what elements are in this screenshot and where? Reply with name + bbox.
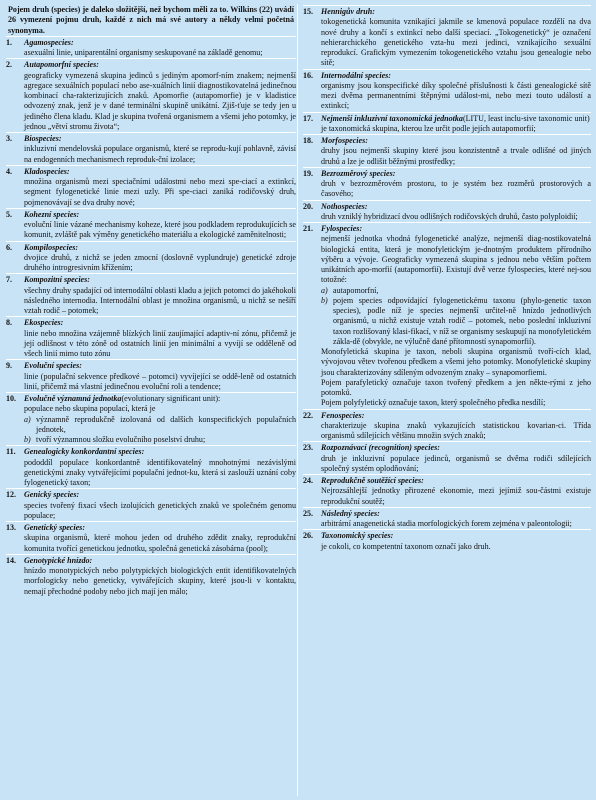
entry-term-suffix: (evolutionary significant unit):: [121, 394, 221, 403]
entry-term-suffix: :: [89, 555, 93, 565]
entry-number: 26.: [303, 531, 314, 541]
entry-term-suffix: :: [60, 318, 64, 328]
subitem-label: b): [24, 435, 31, 444]
entry-number: 13.: [6, 523, 17, 532]
entry-header: [6, 394, 296, 404]
entry-definition: asexuální linie, uniparentální organismy seskupované na základě genomu;: [24, 48, 263, 57]
entry-subitem: [303, 286, 591, 296]
entry-term: Autapomorfní species: [24, 60, 97, 70]
entry-term: Nothospecies: [321, 201, 365, 211]
entry-term-suffix: :: [76, 490, 80, 500]
entry-number: 21.: [303, 224, 314, 233]
glossary-entry: [303, 167, 591, 200]
entry-number: 22.: [303, 410, 314, 420]
entry-term: Reprodukčně soutěžící species: [321, 476, 422, 485]
entry-definition: druh vzniklý hybridizací dvou odlišných rodičovských druhů, často polyploidií;: [321, 211, 578, 221]
entry-header: [303, 224, 591, 234]
entry-term-suffix: :: [359, 224, 363, 233]
entry-term: Kladospecies: [24, 166, 67, 176]
entry-definition: je taxonomická skupina, kterou lze určit podle jejích autapomorfií;: [321, 123, 536, 133]
glossary-entry: [303, 5, 591, 69]
entry-subitem: [6, 435, 296, 445]
entry-number: 18.: [303, 136, 314, 145]
glossary-entry: [6, 208, 296, 241]
entry-term-suffix: (LITU, least inclu-sive taxonomic unit): [462, 113, 590, 123]
entry-term-suffix: :: [141, 447, 145, 457]
entry-number: 2.: [6, 60, 13, 70]
entry-term-suffix: :: [365, 136, 368, 145]
entry-header: [303, 531, 591, 541]
entry-term: Morfospecies: [321, 136, 366, 145]
entry-definition: Nejrozsáhlejší jednotky přirozené ekonomie, mezi jejímiž sou-částmi existuje reprodukční soutěž;: [321, 486, 591, 506]
entry-term-suffix: :: [364, 201, 368, 211]
entry-number: 10.: [6, 394, 17, 403]
glossary-entry: [303, 474, 591, 507]
entry-term-suffix: :: [392, 168, 396, 178]
entry-definition: pododdíl populace konkordantně identifikovatelný mnohotnými nezávislými genetickými znaky vytvářejícími populační jednot-ku, která si zaslouží uznání coby fylogenetický taxon;: [24, 457, 296, 487]
entry-header: [6, 134, 296, 144]
glossary-entry: [303, 441, 591, 474]
entry-header: [303, 114, 591, 124]
entry-term-suffix: :: [372, 7, 375, 16]
subitem-text: tvoří významnou složku evolučního poselství druhu;: [36, 435, 206, 444]
glossary-entry: [6, 359, 296, 392]
entry-definition: množina organismů mezi speciačními událostmi nebo mezi spe-ciací a extinkcí, segment fylogenetické linie mezi uzly. Při spe-ciaci zaniká rodičovský druh, pojmenovávají se dva druhy nové;: [24, 177, 296, 207]
entry-term: Genetický species: [24, 523, 83, 532]
entry-definition: linie nebo množina vzájemně blízkých linií zaujímající adaptiv-ní zónu, přičemž je její odlišnost v této zóně od ostatních linií jen minimální a vyvíjí se odděleně od všech linií mimo tuto zónu: [24, 328, 296, 358]
subitem-text: autapomorfní,: [333, 285, 379, 295]
entry-header: [303, 7, 591, 17]
entry-term: Genotypické hnízdo: [24, 555, 90, 565]
entry-definition: inkluzivní mendelovská populace organismů, které se reprodu-kují pohlavně, závisí na endogenních mechanismech reproduk-ční izolace;: [24, 144, 296, 164]
glossary-entry: [303, 69, 591, 112]
entry-definition: všechny druhy spadající od internodální oblasti kladu a jejich potomci do jakéhokoli následného internodia. Internodální oblast je množina organismů, u nichž se nešíří vztah rodič – potomek;: [24, 285, 296, 315]
entry-header: [6, 318, 296, 328]
column-divider: [297, 4, 298, 796]
entry-term-suffix: :: [82, 523, 86, 532]
subitem-label: a): [24, 414, 31, 424]
entry-term: Kompilospecies: [24, 242, 76, 252]
entry-definition: hnízdo monotypických nebo polytypických biologických entit identifikovatelných morfologicky nebo geneticky, vytvářejících skupiny, které jsou-li v kontaktu, nemají přechodné podoby nebo jich mají jen málo;: [24, 566, 296, 596]
entry-number: 8.: [6, 318, 13, 328]
entry-header: [303, 411, 591, 421]
entry-term-suffix: :: [96, 60, 99, 70]
entry-definition: geograficky vymezená skupina jedinců s jediným apomorf-ním znakem; nejmenší agregace sexuálních populací nebo ase-xuálních linií diagnostikovatelná jedinečnou kombinací cha-rakterizujících znaků. Apomorfie (autapomorfie) je v kladistice odvozený znak, jenž je v dané terminální skupině unikátní. Zjiš-ťuje se tedy jen u jediného člena kladu. Klad je skupina tvořená organismem a všemi jeho potomky, je jednou „větví stromu života“;: [24, 70, 296, 131]
entry-term-suffix: :: [66, 166, 70, 176]
entry-term: Hennigův druh: [321, 7, 373, 16]
entry-definition: druh je inkluzivní populace jedinců, organismů se dvěma rodiči sdílejících společný systém oplodňování;: [321, 453, 591, 473]
entry-header: [6, 243, 296, 253]
entry-note: Pojem parafyletický označuje taxon tvořený předkem a jen někte-rými z jeho potomků.: [321, 377, 591, 397]
glossary-entry: [303, 529, 591, 552]
glossary-entry: [6, 392, 296, 445]
entry-term-suffix: :: [390, 531, 394, 541]
entry-note: Monofyletická skupina je taxon, neboli skupina organismů tvoří-cích klad, vývojovou větev tvořenou předkem a všemi jeho potomky. Monofyletické skupiny jsou charakterizovány sdíleným odvozeným znaky – synapomorfiemi.: [321, 347, 591, 377]
entry-header: [6, 60, 296, 70]
glossary-entry: [6, 316, 296, 359]
entry-header: [303, 169, 591, 179]
entry-number: 19.: [303, 168, 314, 178]
entry-number: 23.: [303, 443, 314, 453]
entry-term: Bezrozměrový species: [321, 168, 393, 178]
entry-term-suffix: :: [70, 37, 74, 47]
entry-header: [303, 509, 591, 519]
entry-header: [6, 490, 296, 500]
glossary-entry: [6, 445, 296, 488]
entry-number: 12.: [6, 490, 17, 500]
glossary-entry: [303, 134, 591, 167]
entry-number: 17.: [303, 113, 314, 123]
entry-number: 6.: [6, 242, 13, 252]
entry-term: Následný species: [321, 508, 378, 518]
entry-number: 24.: [303, 476, 314, 485]
entry-term: Internodální species: [321, 70, 389, 80]
glossary-entry: [303, 222, 591, 409]
entry-term: Kompozitní species: [24, 275, 88, 285]
entry-number: 15.: [303, 7, 314, 16]
entry-definition: organismy jsou konspecifické díky společné příslušnosti k části genealogické sítě mezi dvěma permanentními štěpnými událost-mi, nebo mezi touto událostí a extinkcí;: [321, 80, 591, 111]
intro-paragraph: Pojem druh (species) je daleko složitější, než bychom měli za to. Wilkins (22) uvádí 26 vymezení pojmu druh, každé z nich má své autory a někdy velmi početná synonyma.: [8, 5, 294, 35]
entry-subitem: [303, 296, 591, 347]
entry-number: 7.: [6, 275, 13, 285]
entry-term: Evoluční species: [24, 361, 80, 371]
entry-number: 11.: [6, 447, 16, 457]
glossary-entry: [303, 112, 591, 135]
entry-number: 5.: [6, 209, 13, 219]
glossary-entry: [6, 521, 296, 554]
entry-header: [303, 443, 591, 453]
subitem-text: pojem species odpovídající fylogenetickému taxonu (phylo-genetic taxon species), podle níž je species nejmenší určitel-ně hnízdo jednotlivých organismů, u nichž existuje vztah rodič – potomek, nebo poslední inkluzivní taxon rozlišovaný klasi-fikací, v níž se organismy seskupují na monofyletickém zákla-dě (obvykle, ne výlučně dané přítomností synapomorfií).: [333, 295, 591, 346]
entry-note: Pojem polyfyletický označuje taxon, který společného předka nesdílí;: [321, 398, 546, 408]
subitem-label: a): [321, 285, 328, 295]
entry-term: Evolučně významná jednotka: [24, 394, 122, 403]
entry-header: [6, 210, 296, 220]
entry-header: [6, 38, 296, 48]
glossary-entry: [6, 58, 296, 132]
entry-term-suffix: :: [79, 361, 82, 371]
entry-definition: nejmenší jednotka vhodná fylogenetické analýze, nejmenší diag-nostikovatelná biologická entita, která je monofyletickým je-dnotným produktem přírodního výběru a vývoje. Geograficky vymezená skupina s jednou nebo větším počtem unikátních apo-morfií (autapomorfií). Existují dvě verze fylospecies, které nej-sou totožné:: [321, 234, 591, 285]
glossary-entry: [6, 273, 296, 316]
right-column: [303, 5, 591, 552]
entry-term: Genealogicky konkordantní species: [24, 447, 142, 457]
entry-header: [303, 136, 591, 146]
glossary-entry: [6, 132, 296, 165]
entry-number: 25.: [303, 508, 314, 518]
entry-term-suffix: :: [437, 443, 440, 453]
entry-definition: skupina organismů, které mohou jeden od druhého zdědit znaky, reprodukční komunita tvořící genetickou jednotku, společná genetická zásobárna (pool);: [24, 533, 296, 553]
entry-term: Fylospecies: [321, 224, 360, 233]
left-column: [6, 5, 296, 597]
glossary-entry: [6, 165, 296, 208]
entry-header: [6, 523, 296, 533]
entry-term: Biospecies: [24, 134, 59, 143]
entry-term-suffix: :: [421, 476, 424, 485]
entry-definition: charakterizuje skupina znaků vykazujících statistickou kovarian-ci. Třída organismů sdílejících většinu množin svých znaků;: [321, 420, 591, 440]
entry-number: 20.: [303, 201, 314, 211]
subitem-text: významně reprodukčně izolovaná od dalších konspecifických populačních jednotek,: [36, 414, 296, 434]
entry-header: [303, 202, 591, 212]
entry-number: 1.: [6, 37, 13, 47]
entry-number: 9.: [6, 361, 13, 371]
entry-definition: druh v bezrozměrovém prostoru, to je systém bez rozměrů prostorových a časového;: [321, 179, 591, 199]
entry-number: 14.: [6, 555, 17, 565]
entry-definition: species tvořený fixací všech izolujících genetických znaků ve společném genomu populace;: [24, 500, 296, 520]
entry-header: [6, 167, 296, 177]
entry-definition: druhy jsou nejmenší skupiny které jsou konzistentně a trvale odlišné od jiných druhů a lze je odlišit běžnými prostředky;: [321, 146, 591, 166]
entry-term-suffix: :: [377, 508, 380, 518]
glossary-entry: [6, 241, 296, 274]
entry-header: [303, 476, 591, 486]
entry-term: Kohezní species: [24, 209, 77, 219]
glossary-entry: [6, 554, 296, 597]
entry-definition: arbitrární anagenetická stadia morfologických forem zejména v paleontologii;: [321, 519, 572, 528]
entry-term-suffix: :: [76, 209, 80, 219]
entry-header: [6, 361, 296, 371]
entry-header: [303, 71, 591, 81]
entry-definition: je cokoli, co kompetentní taxonom označí jako druh.: [321, 541, 491, 551]
entry-definition: evoluční linie vázané mechanismy koheze, které jsou podkladem reprodukujících se komunit, zvláště pak výměny genetického materiálu a ekologické zaměnitelnosti;: [24, 220, 296, 240]
entry-definition: populace nebo skupina populací, která je: [24, 404, 156, 414]
entry-header: [6, 447, 296, 457]
entry-term: Agamospecies: [24, 37, 71, 47]
entry-number: 16.: [303, 70, 314, 80]
entry-term: Nejmenší inkluzivní taxonomická jednotka: [321, 113, 463, 123]
glossary-entry: [303, 507, 591, 530]
entry-term: Fenospecies: [321, 410, 362, 420]
glossary-entry: [6, 488, 296, 521]
entry-term-suffix: :: [75, 242, 79, 252]
entry-term-suffix: :: [388, 70, 391, 80]
entry-definition: dvojice druhů, z nichž se jeden zmocní (doslovně vyplundruje) genetické zdroje druhého introgresivním křížením;: [24, 252, 296, 272]
entry-term-suffix: :: [87, 275, 90, 285]
entry-definition: tokogenetická komunita vznikající jakmile se kmenová populace rozdělí na dva nové druhy a končí s extinkcí nebo další speciací. „Tokogenetický“ je označení nehierarchického genetického vzta-hu mezi jedinci, vznikajícího sexuální reprodukcí. Grafickým vymezením tokogenetického vztahu jsou genealogie nebo sítě;: [321, 17, 591, 68]
subitem-label: b): [321, 295, 328, 305]
entry-definition: linie (populační sekvence předkové – potomci) vyvíjející se oddě-leně od ostatních linií, přičemž má vlastní jedinečnou evoluční roli a tendence;: [24, 371, 296, 391]
entry-number: 3.: [6, 134, 13, 143]
entry-term: Rozpoznávací (recognition) species: [321, 443, 438, 453]
entry-term-suffix: :: [58, 134, 62, 143]
entry-header: [6, 556, 296, 566]
glossary-entry: [303, 200, 591, 223]
glossary-entry: [303, 409, 591, 442]
entry-subitem: [6, 415, 296, 436]
glossary-entry: [6, 36, 296, 59]
entry-term-suffix: :: [361, 410, 365, 420]
entry-header: [6, 275, 296, 285]
entry-term: Ekospecies: [24, 318, 61, 328]
entry-number: 4.: [6, 166, 13, 176]
entry-term: Genický species: [24, 490, 77, 500]
entry-term: Taxonomický species: [321, 531, 391, 541]
